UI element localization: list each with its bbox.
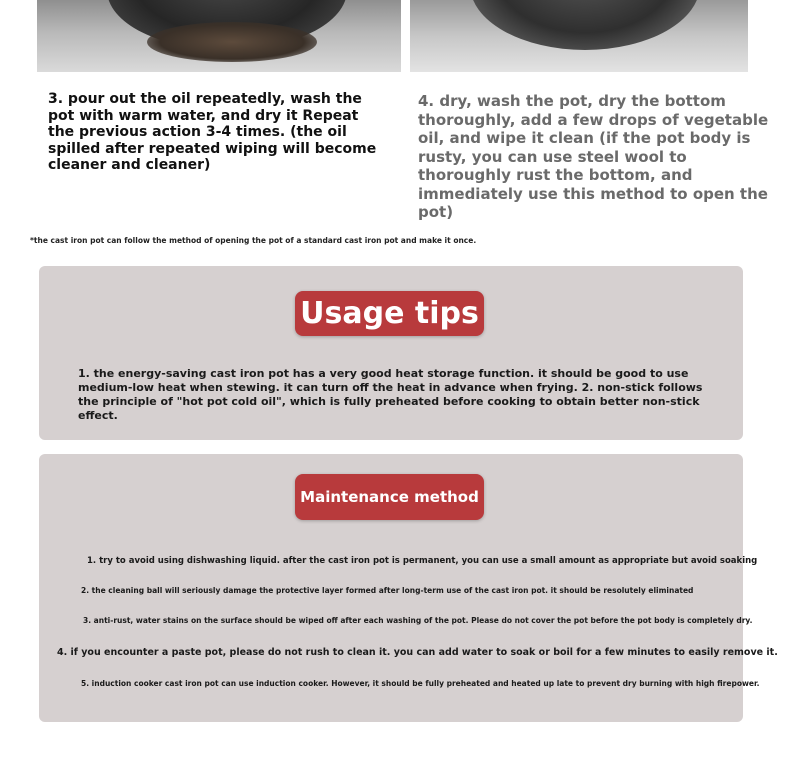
step-3-text: 3. pour out the oil repeatedly, wash the pot with warm water, and dry it Repeat the previous action 3-4 times. (the oil spilled after repeated wiping will become cleaner and cleaner) xyxy=(48,91,377,173)
maintenance-heading: Maintenance method xyxy=(295,474,484,520)
step-4-text: 4. dry, wash the pot, dry the bottom thoroughly, add a few drops of vegetable oil, and wipe it clean (if the pot body is rusty, you can use steel wool to thoroughly rust the bottom, and immediately use this method to open the pot) xyxy=(418,92,769,221)
maintenance-panel xyxy=(39,454,778,722)
usage-tips-text: 1. the energy-saving cast iron pot has a very good heat storage function. it should be good to use medium-low heat when stewing. it can turn off the heat in advance when frying. 2. non-stick follows the principle of "hot pot cold oil", which is fully preheated before cooking to obtain better non-stick effect. xyxy=(78,367,703,422)
photo-pot-washing xyxy=(37,0,401,72)
cast-iron-pot-image xyxy=(470,0,700,50)
maintenance-item: 5. induction cooker cast iron pot can use induction cooker. However, it should be fully preheated and heated up late to prevent dry burning with high firepower. xyxy=(81,679,760,688)
photo-pot-drying xyxy=(410,0,748,72)
maintenance-item: 4. if you encounter a paste pot, please do not rush to clean it. you can add water to soak or boil for a few minutes to easily remove it. xyxy=(57,647,778,658)
usage-tips-heading: Usage tips xyxy=(295,291,484,336)
maintenance-item: 1. try to avoid using dishwashing liquid. after the cast iron pot is permanent, you can use a small amount as appropriate but avoid soaking xyxy=(87,556,758,566)
pot-oil-residue-image xyxy=(147,22,317,62)
usage-tips-panel xyxy=(39,266,743,440)
footnote: *the cast iron pot can follow the method of opening the pot of a standard cast iron pot and make it once. xyxy=(30,236,477,245)
maintenance-item: 3. anti-rust, water stains on the surface should be wiped off after each washing of the pot. Please do not cover the pot before the pot body is completely dry. xyxy=(83,616,753,625)
maintenance-item: 2. the cleaning ball will seriously damage the protective layer formed after long-term use of the cast iron pot. it should be resolutely eliminated xyxy=(81,586,694,595)
